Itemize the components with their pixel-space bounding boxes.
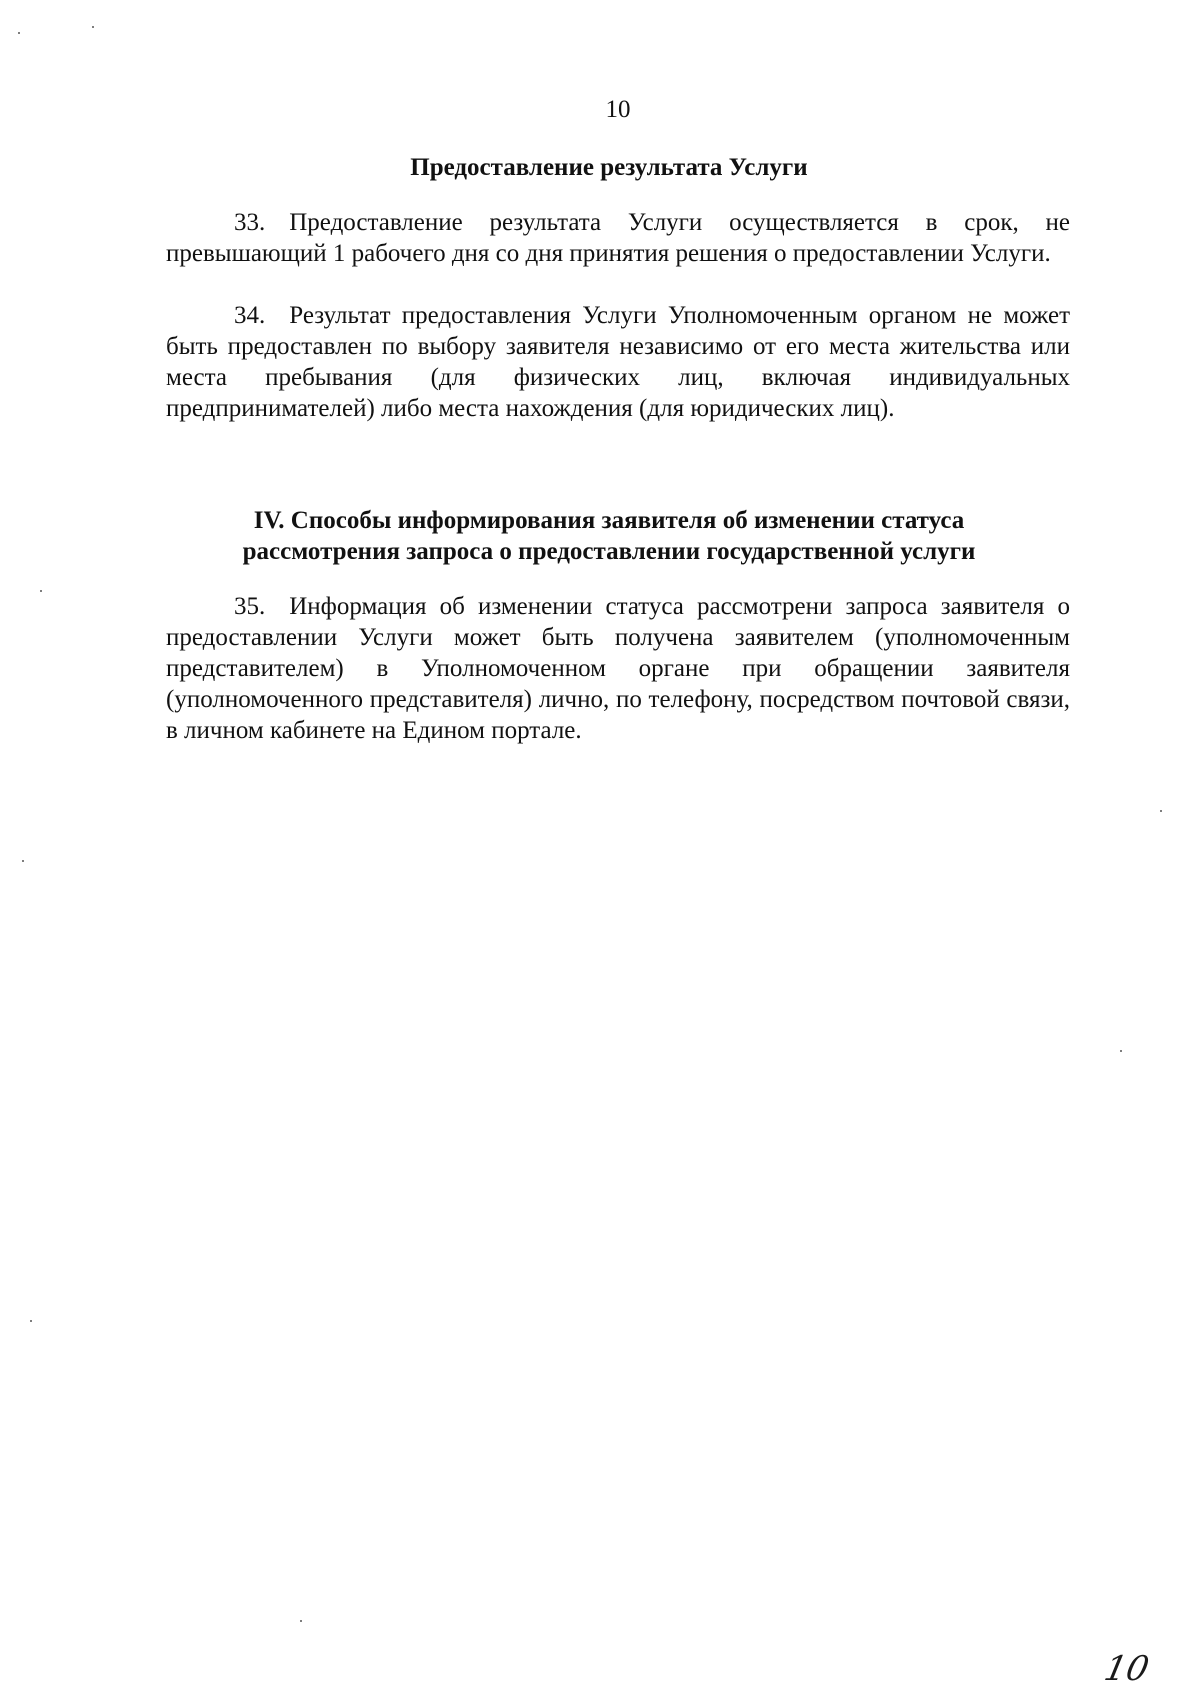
scan-speck (18, 32, 20, 34)
scan-speck (30, 1320, 32, 1322)
section-heading-result: Предоставление результата Услуги (410, 154, 808, 181)
paragraph-text: Результат предоставления Услуги Уполномоченным органом не может быть предоставлен по выбору заявителя независимо от его места жительства или места пребывания (для физических лиц, включая индивидуальных предпринимателей) либо места нахождения (для юридических лиц). (166, 302, 1070, 422)
section-heading-line-2: рассмотрения запроса о предоставлении государственной услуги (242, 538, 976, 565)
paragraph-number: 35. (234, 593, 266, 620)
scan-speck (92, 26, 94, 28)
handwritten-page-mark: 10 (1100, 1649, 1153, 1689)
paragraph-text: Информация об изменении статуса рассмотрени запроса заявителя о предоставлении Услуги может быть получена заявителем (уполномоченным представителем) в Уполномоченном органе при обращении заявителя (уполномоченного представителя) лично, по телефону, посредством почтовой связи, в личном кабинете на Едином портале. (166, 593, 1070, 744)
scan-speck (22, 860, 24, 862)
scan-speck (40, 590, 42, 592)
paragraph-35 (166, 591, 1070, 746)
section-heading-iv (150, 505, 1068, 567)
page-number: 10 (605, 96, 631, 123)
paragraph-number: 34. (234, 302, 266, 329)
section-heading-line-1: IV. Способы информирования заявителя об изменении статуса (253, 507, 965, 534)
scan-speck (300, 1620, 302, 1622)
scan-speck (1120, 1050, 1122, 1052)
scan-speck (1160, 810, 1162, 812)
paragraph-34 (166, 300, 1070, 424)
paragraph-number: 33. (234, 209, 266, 236)
paragraph-33 (166, 207, 1070, 269)
paragraph-text: Предоставление результата Услуги осуществляется в срок, не превышающий 1 рабочего дня со дня принятия решения о предоставлении Услуги. (166, 209, 1070, 267)
